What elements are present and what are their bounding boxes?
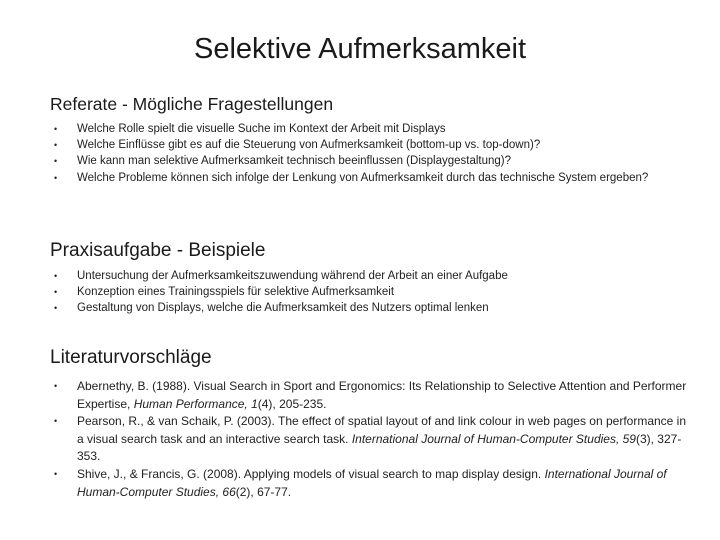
reference-text: Pearson, R., & van Schaik, P. (2003). The effect of spatial layout of and link colour in web pages on performance in a visual search task and an interactive search task. xyxy=(77,414,687,446)
reference-journal: International Journal of Human-Computer Studies, 59 xyxy=(351,431,636,446)
reference-journal: Human Performance, 1 xyxy=(133,396,258,411)
section-heading: Literaturvorschläge xyxy=(50,347,212,368)
list-item: • Welche Einflüsse gibt es auf die Steuerung von Aufmerksamkeit (bottom-up vs. top-down)? xyxy=(50,137,690,153)
reference-pages: (3), 327-353. xyxy=(77,431,682,464)
list-item: • Gestaltung von Displays, welche die Aufmerksamkeit des Nutzers optimal lenken xyxy=(50,300,690,316)
slide-title: Selektive Aufmerksamkeit xyxy=(193,33,526,65)
list-item: • Welche Rolle spielt die visuelle Suche im Kontext der Arbeit mit Displays xyxy=(50,121,690,137)
reference-item xyxy=(50,413,690,466)
reference-text: Shive, J., & Francis, G. (2008). Applying models of visual search to map display design. xyxy=(77,466,545,481)
reference-journal: International Journal of Human-Computer Studies, 66 xyxy=(77,466,667,499)
section-praxisaufgabe xyxy=(50,240,690,317)
reference-pages: (2), 67-77. xyxy=(235,484,292,499)
reference-list xyxy=(50,378,690,501)
list-item: • Untersuchung der Aufmerksamkeitszuwendung während der Arbeit an einer Aufgabe xyxy=(50,268,690,284)
section-heading: Referate - Mögliche Fragestellungen xyxy=(50,94,334,114)
list-item: • Konzeption eines Trainingsspiels für selektive Aufmerksamkeit xyxy=(50,284,690,300)
section-referate xyxy=(50,94,690,186)
section-literaturvorschlaege xyxy=(50,347,690,501)
reference-text: Abernethy, B. (1988). Visual Search in Sport and Ergonomics: Its Relationship to Selective Attention and Performer Expertise, xyxy=(77,379,687,411)
list-item: • Wie kann man selektive Aufmerksamkeit technisch beeinflussen (Displaygestaltung)? xyxy=(50,153,690,169)
list-item: • Welche Probleme können sich infolge der Lenkung von Aufmerksamkeit durch das technische System ergeben? xyxy=(50,170,690,186)
reference-item xyxy=(50,378,690,413)
section-heading: Praxisaufgabe - Beispiele xyxy=(50,240,266,261)
bullet-list xyxy=(50,268,690,317)
reference-pages: (4), 205-235. xyxy=(257,396,327,411)
bullet-list xyxy=(50,121,690,186)
reference-item xyxy=(50,466,690,501)
